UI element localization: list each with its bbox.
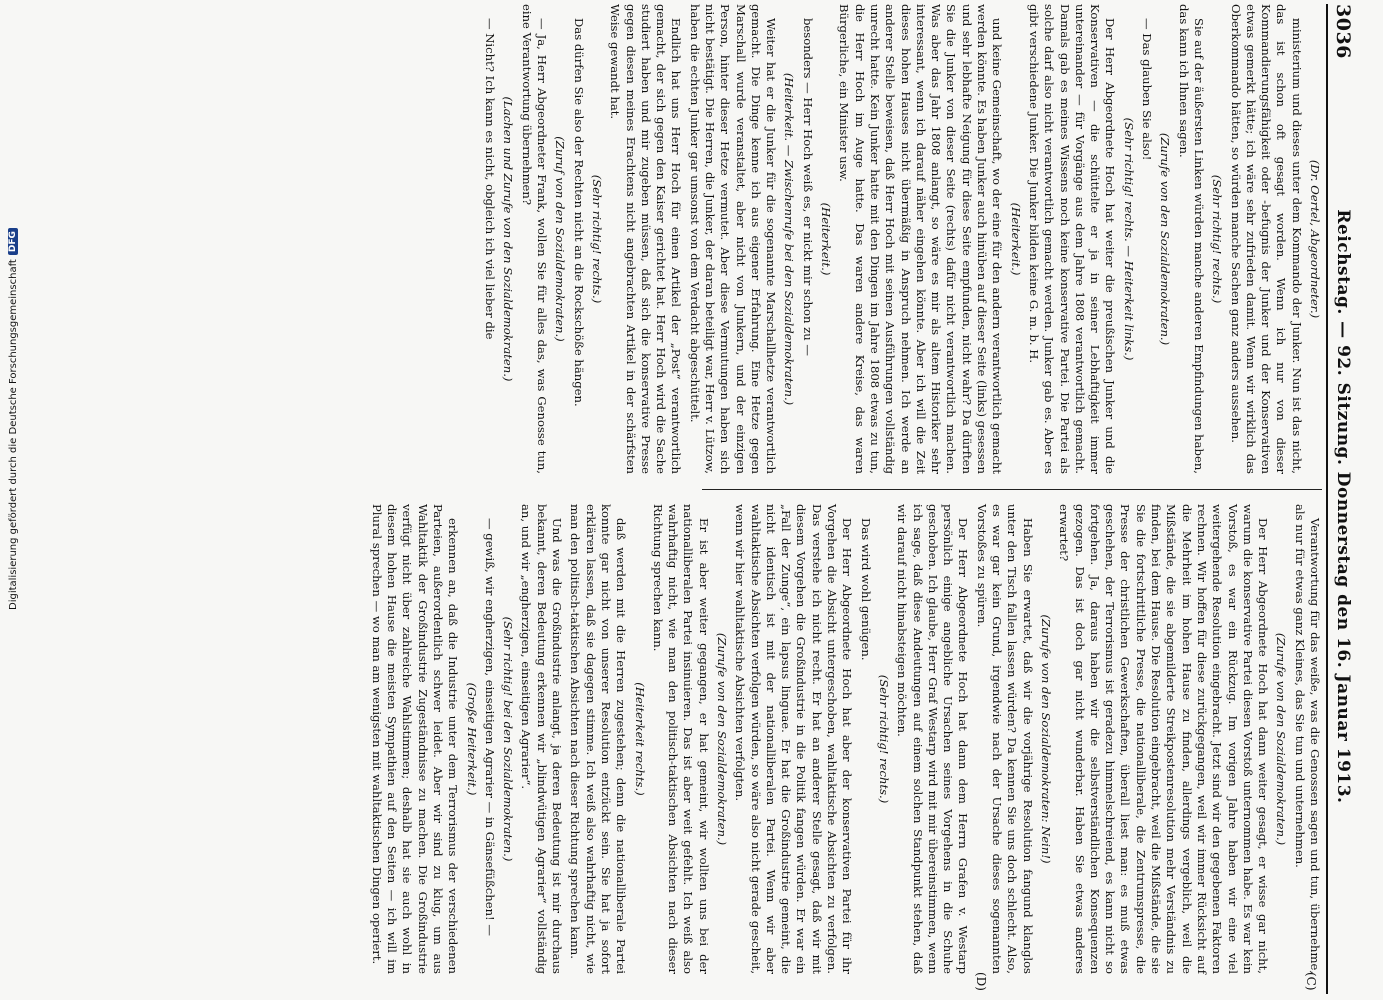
interjection: (Zurufe von den Sozialdemokraten.) bbox=[715, 632, 730, 846]
paragraph: — gewiß, wir engherzigen, einseitigen Agrarier — in Gänsefüßchen! — bbox=[482, 518, 497, 936]
paragraph: daß werden mit die Herren zugestehen; denn die nationalliberale Partei konnte gar nicht von unserer Resolution entzückt sein. Sie hat ja sofort erklären lassen, daß sie dagegen stimme. Ich weiß also wahrhaftig nicht, wie man den politisch-taktischen Absichten nach dieser Richtung sprechen kann. bbox=[568, 504, 629, 974]
interjection: (Sehr richtig! rechts.) bbox=[1210, 174, 1225, 304]
paragraph: und keine Gemeinschaft, wo der eine für den andern verantwortlich gemacht werden könnte. Es haben Junker auch hinüben auf dieser Seite (links) gesessen und sehr lebhafte Neigung für diese Seite empfunden, nicht wahr? Da dürften Sie die Junker von dieser Seite (rechts) dafür nicht verantwortlich machen. Was aber das Jahr 1808 anlangt, so wäre es mir als altem Historiker sehr interessant, wenn ich darauf näher eingehen könnte. Aber ich will die Zeit dieses hohen Hauses nicht übermäßig in Anspruch nehmen. Ich werde an anderer Stelle beweisen, daß Herr Hoch mit seinen Ausführungen vollständig unrecht hatte. Kein Junker hatte mit den Dingen im Jahre 1808 etwas zu tun, die Herr Hoch im Auge hatte. Das waren andere Kreise, das waren Bürgerliche, ein Minister usw. bbox=[837, 4, 1005, 474]
interjection: (Heiterkeit.) bbox=[819, 202, 834, 276]
interjection: (Sehr richtig! bei den Sozialdemokraten.) bbox=[501, 616, 516, 862]
paragraph: — Das glauben Sie also! bbox=[1140, 18, 1155, 161]
paragraph: Der Herr Abgeordnete Hoch hat aber der konservativen Partei für ihr Vorgehen die Absicht untergeschoben, wahltaktische Absichten zu verfolgen. Das verstehe ich nicht recht. Er hat an anderer Stelle gesagt, daß wir mit diesem Vorgehen die Großindustrie in die Politik fangen würden. Er war ein „Fall der Zunge“, ein lapsus linguae. Er hat die Großindustrie gemeint, die nicht identisch ist mit der nationalliberalen Partei. Wenn wir aber wahltaktische Absichten verfolgen würden, so wäre also nicht gerade gescheit, wenn wir hier wahltaktische Absichten verfolgten. bbox=[733, 504, 855, 974]
margin-mark-c: (C) bbox=[1304, 972, 1318, 991]
paragraph: Verantwortung für das weiße, was die Genossen sagen und tun, übernehme, als nur für etwas ganz Kleines, das Sie tun und unternehmen. bbox=[1292, 504, 1322, 974]
paragraph: Sie auf der äußersten Linken würden manche anderen Empfindungen haben, das kann ich Ihnen sagen. bbox=[1176, 4, 1206, 474]
paragraph: Endlich hat uns Herr Hoch für einen Artikel der „Post“ verantwortlich gemacht, der sich gegen den Kaiser gerichtet hat. Herr Hoch wird die Sache studiert haben und mir zugeben müssen, daß sich die konservative Presse gegen diesen meines Erachtens nicht angebrachten Artikel in der schärfsten Weise gewandt hat. bbox=[608, 4, 684, 474]
paragraph: erkennen an, daß die Industrie unter dem Terrorismus der verschiedenen Parteien, außerordentlich schwer leidet. Aber wir sind zu klug, um aus Wahltaktik der Großindustrie Zugeständnisse zu machen. Die Großindustrie verfügt nicht über zahlreiche Wahlstimmen; deshalb hat sie auch wohl in diesem hohen Hause die meisten Sympathien auf den Seiten — ich will im Plural sprechen — wo man am wenigsten mit wahltaktischen Dingen operiert. bbox=[369, 504, 461, 974]
credit-text: Digitalisierung gefördert durch die Deutsche Forschungsgemeinschaft bbox=[7, 259, 19, 610]
paragraph: ministerium und dieses unter dem Kommando der Junker. Nun ist das nicht, das ist schon oft gesagt worden. Wenn ich nur von dieser Kommandierungsfähigkeit oder -befugnis der Junker und der Konservativen etwas gemerkt hätte; ich wäre sehr zufrieden damit. Wenn wir wirklich das Oberkommando hätten, so würden manche Sachen ganz anders aussehen. bbox=[1228, 4, 1304, 474]
page-title: Reichstag. — 92. Sitzung. Donnerstag den 16. Januar 1913. bbox=[1333, 209, 1353, 804]
rotated-document-page bbox=[28, 4, 1358, 994]
interjection: (Sehr richtig! rechts.) bbox=[589, 174, 604, 304]
page-number: 3036 bbox=[1332, 4, 1354, 59]
paragraph: Das dürfen Sie also der Rechten nicht an die Rockschöße hängen. bbox=[571, 18, 586, 407]
dfg-logo: DFG bbox=[8, 228, 18, 255]
interjection: (Zurufe von den Sozialdemokraten.) bbox=[1274, 632, 1289, 846]
margin-mark-d: (D) bbox=[974, 972, 988, 991]
paragraph: Und was die Großindustrie anlangt, ja deren Bedeutung ist mir durchaus bekannt, deren Bedeutung erkennen wir „blindwütigen Agrarier“ vollständig an, und wir „engherzigen, einseitigen Agrarier“. bbox=[519, 504, 565, 974]
interjection: (Zurufe von den Sozialdemokraten: Nein!) bbox=[1038, 614, 1053, 864]
text-column-left bbox=[483, 4, 1322, 474]
paragraph: Der Herr Abgeordnete Hoch hat dann weiter gesagt, er wisse gar nicht, warum die konservative Partei diesen Vorstoß unternommen habe. Es war kein Vorstoß, es war ein Rückzug. Im vorigen Jahre haben wir eine viel weitergehende Resolution eingebracht. Jetzt sind wir den gegebenen Faktoren rechnen. Wir hoffen für diese zurückgegangen, weil wir immer Rücksicht auf die Mehrheit im hohen Hause zu finden, allerdings vergeblich, weil die Mißstände, die sie abgemilderte Streikpostenresolution mehr Verständnis zu finden, bei dem Hause. Die Resolution eingebracht, weil die Mißstände, die sie Sie die fortschrittliche Presse, die nationalliberale, die Zentrumspresse, die Presse der christlichen Gewerkschaften, überall liest man: es muß etwas geschehen, der Terrorismus ist geradezu himmelschreiend, es kann nicht so fortgehen. Ja, daraus haben wir die selbstverständlichen Konsequenzen gezogen. Das ist doch gar nicht wunderbar. Haben Sie etwas anderes erwartet? bbox=[1057, 504, 1271, 974]
interjection: (Zuruf von den Sozialdemokraten.) bbox=[553, 136, 568, 342]
paragraph: Weiter hat er die Junker für die sogenannte Marschallhetze verantwortlich gemacht. Die Dinge kenne ich aus eigener Erfahrung. Eine Hetze gegen Marschall wurde veranstaltet, aber nicht von Junkern, und der einzigen Person, hinter dieser Hetze vermutet. Aber diese Vermutungen haben sich nicht bestätigt. Die Herren, die Junker, der daran beteiligt war, Herr v. Lützow, haben die echten Junker gar umsonst von dem Verdacht abgeschüttelt. bbox=[687, 4, 779, 474]
paragraph: Haben Sie erwartet, daß wir die vorjährige Resolution fangund klanglos unter den Tisch fallen lassen würden? Da kennen Sie uns doch schlecht. Also, es war gar kein Grund, irgendwie nach der Ursache dieses sogenannten Vorstoßes zu spüren. bbox=[974, 504, 1035, 974]
interjection: (Lachen und Zurufe von den Sozialdemokraten.) bbox=[501, 96, 516, 382]
paragraph: besonders — Herr Hoch weiß es, er nickt mir schon zu — bbox=[800, 18, 815, 356]
page-header bbox=[1326, 4, 1358, 994]
paragraph: — Nicht? Ich kann es nicht, obgleich ich viel lieber die bbox=[483, 18, 498, 340]
paragraph: Der Herr Abgeordnete Hoch hat dann dem Herrn Grafen v. Westarp persönlich einige angebliche Ursachen seines Vorgehens in die Schuhe geschoben. Ich glaube, Herr Graf Westarp wird mit mir übereinstimmen, wenn ich sage, daß diese Andeutungen auf einem solchen Standpunkt stehen, daß wir darauf nicht hinabsteigen möchten. bbox=[895, 504, 971, 974]
digitization-credit bbox=[6, 230, 20, 610]
paragraph: Das wird wohl genügen. bbox=[858, 518, 873, 661]
interjection: (Heiterkeit rechts.) bbox=[632, 682, 647, 796]
paragraph: Er ist aber weiter gegangen, er hat gemeint, wir wollten uns bei der nationalliberalen Partei insinuieren. Das ist aber weit gefehlt. Ich weiß also wahrhaftig nicht, wie man den politisch-taktischen Absichten nach dieser Richtung sprechen kann. bbox=[650, 504, 711, 974]
interjection: (Große Heiterkeit.) bbox=[464, 682, 479, 796]
paragraph: Der Herr Abgeordnete Hoch hat weiter die preußischen Junker und die Konservativen — die schüttelte er ja in seiner Lebhaftigkeit immer untereinander — für Vorgänge aus dem Jahre 1808 verantwortlich gemacht. Damals gab es meines Wissens noch keine konservative Partei. Die Partei als solche darf also nicht verantwortlich gemacht werden. Junker gab es. Aber es gibt verschiedene Junker. Die Junker bilden keine G. m. b. H. bbox=[1026, 4, 1118, 474]
interjection: (Zurufe von den Sozialdemokraten.) bbox=[1158, 132, 1173, 346]
interjection: (Heiterkeit.) bbox=[1008, 202, 1023, 276]
interjection: (Sehr richtig! rechts.) bbox=[876, 674, 891, 804]
text-column-right bbox=[369, 504, 1322, 974]
interjection: (Sehr richtig! rechts. — Heiterkeit links.) bbox=[1121, 117, 1136, 361]
paragraph: — Ja, Herr Abgeordneter Frank, wollen Sie für alles das, was Genosse tun, eine Verantwortung übernehmen? bbox=[519, 4, 550, 474]
interjection: (Heiterkeit. — Zwischenrufe bei den Sozialdemokraten.) bbox=[782, 72, 797, 406]
column-divider bbox=[702, 489, 1322, 490]
interjection: (Dr. Oertel, Abgeordneter.) bbox=[1308, 159, 1322, 319]
